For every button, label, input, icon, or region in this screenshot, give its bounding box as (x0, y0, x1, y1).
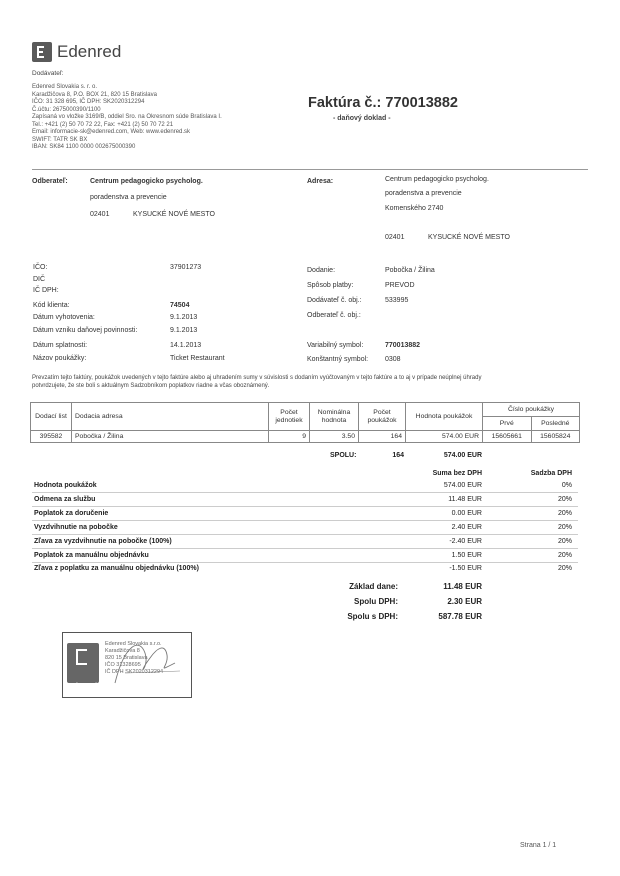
summary-value: 2.40 EUR (451, 524, 482, 531)
company-stamp (62, 632, 192, 698)
table-total-label: SPOLU: (330, 452, 357, 459)
col-header-last: Posledné (531, 417, 580, 431)
buyer-city: KYSUCKÉ NOVÉ MESTO (133, 211, 215, 218)
page-number: Strana 1 / 1 (520, 842, 557, 849)
detail-value-ico: 37901273 (170, 264, 202, 271)
address-label: Adresa: (307, 178, 334, 185)
stamp-text: Edenred Slovakia s.r.o. Karadžičova 8 820 15 Bratislava IČO 31328695 IČ DPH SK2020312294 (105, 641, 164, 675)
detail-value-supplier-order: 533995 (385, 297, 409, 304)
summary-rate: 20% (557, 510, 572, 517)
summary-rate: 20% (557, 524, 572, 531)
detail-label-icdph: IČ DPH: (33, 287, 59, 294)
cell-nominal: 3.50 (310, 431, 359, 443)
supplier-line: Karadžičova 8, P.O. BOX 21, 820 15 Bratislava (32, 91, 157, 98)
supplier-line: SWIFT: TATR SK BX (32, 136, 88, 143)
invoice-title (308, 95, 458, 111)
total-with-vat-value: 587.78 EUR (438, 612, 482, 621)
items-table (30, 402, 580, 443)
supplier-line: Email: informacie-sk@edenred.com, Web: www.edenred.sk (32, 129, 191, 135)
summary-divider (32, 562, 578, 563)
summary-value: -1.50 EUR (449, 565, 482, 572)
summary-rate: 20% (557, 538, 572, 545)
summary-divider (32, 492, 578, 493)
address-city: KYSUCKÉ NOVÉ MESTO (428, 234, 510, 241)
detail-label-constant-symbol: Konštantný symbol: (307, 356, 369, 363)
col-header-count: Počet poukážok (359, 403, 406, 431)
detail-value-payment: PREVOD (385, 282, 415, 289)
detail-value-delivery: Pobočka / Žilina (385, 267, 435, 274)
col-header-units: Počet jednotiek (269, 403, 310, 431)
total-base-value: 11.48 EUR (443, 582, 482, 591)
summary-col-value: Suma bez DPH (432, 470, 482, 477)
detail-label-due-date: Dátum splatnosti: (33, 342, 88, 349)
summary-divider (32, 548, 578, 549)
col-header-value: Hodnota poukážok (406, 403, 483, 431)
cell-last: 15605824 (531, 431, 580, 443)
total-with-vat-label: Spolu s DPH: (347, 612, 398, 621)
cell-list: 395582 (31, 431, 72, 443)
summary-divider (32, 534, 578, 535)
cell-units: 9 (269, 431, 310, 443)
detail-label-voucher-name: Názov poukážky: (33, 355, 87, 362)
summary-rate: 0% (561, 482, 572, 489)
total-base-label: Základ dane: (349, 582, 398, 591)
total-vat-label: Spolu DPH: (354, 597, 398, 606)
notice-text (32, 374, 481, 390)
logo-text: Edenred (57, 42, 122, 61)
cell-address: Pobočka / Žilina (72, 431, 269, 443)
col-header-nominal: Nominálna hodnota (310, 403, 359, 431)
stamp-logo-text: Edenred (69, 683, 98, 690)
edenred-logo (32, 42, 121, 62)
summary-label: Poplatok za doručenie (34, 510, 109, 517)
summary-value: 0.00 EUR (451, 510, 482, 517)
cell-value: 574.00 EUR (406, 431, 483, 443)
supplier-block (32, 84, 222, 152)
invoice-subtitle: - daňový doklad - (333, 115, 391, 122)
col-header-voucher-no: Číslo poukážky (483, 403, 580, 417)
summary-rate: 20% (557, 552, 572, 559)
summary-label: Zľava z poplatku za manuálnu objednávku (100%) (34, 565, 199, 572)
detail-label-payment: Spôsob platby: (307, 282, 354, 289)
summary-value: -2.40 EUR (449, 538, 482, 545)
summary-label: Poplatok za manuálnu objednávku (34, 552, 149, 559)
supplier-line: Edenred Slovakia s. r. o. (32, 84, 98, 90)
summary-value: 1.50 EUR (451, 552, 482, 559)
supplier-label: Dodávateľ: (32, 70, 64, 77)
total-vat-value: 2.30 EUR (447, 597, 482, 606)
notice-line: potvrdzujete, že ste boli s aktuálnym Sadzobníkom poplatkov riadne a včas oboznámený. (32, 383, 270, 389)
edenred-logo-icon (32, 42, 52, 62)
supplier-line: IBAN: SK84 1100 0000 002675000390 (32, 144, 136, 150)
divider (32, 169, 588, 170)
detail-value-client-code: 74504 (170, 302, 190, 309)
buyer-zip: 02401 (90, 211, 110, 218)
detail-label-tax-date: Dátum vzniku daňovej povinnosti: (33, 327, 138, 334)
supplier-line: IČO: 31 328 695, IČ DPH: SK2020312294 (32, 99, 145, 105)
detail-label-dic: DIČ (33, 276, 46, 283)
detail-value-issue-date: 9.1.2013 (170, 314, 198, 321)
summary-divider (32, 506, 578, 507)
cell-count: 164 (359, 431, 406, 443)
address-zip: 02401 (385, 234, 405, 241)
detail-label-buyer-order: Odberateľ č. obj.: (307, 312, 361, 319)
buyer-name-2: poradenstva a prevencie (90, 194, 167, 201)
col-header-list: Dodací list (31, 403, 72, 431)
summary-rate: 20% (557, 565, 572, 572)
invoice-title-label: Faktúra č.: (308, 95, 382, 111)
detail-value-voucher-name: Ticket Restaurant (170, 355, 225, 362)
detail-label-delivery: Dodanie: (307, 267, 336, 274)
buyer-name: Centrum pedagogicko psycholog. (90, 178, 203, 185)
table-total-count: 164 (392, 452, 404, 459)
table-row (31, 431, 580, 443)
supplier-line: Č.účtu: 2675000390/1100 (32, 106, 101, 113)
detail-value-due-date: 14.1.2013 (170, 342, 202, 349)
address-line-1: Centrum pedagogicko psycholog. (385, 176, 489, 183)
detail-value-variable-symbol: 770013882 (385, 342, 421, 349)
detail-label-client-code: Kód klienta: (33, 302, 70, 309)
invoice-number: 770013882 (385, 95, 458, 111)
detail-label-variable-symbol: Variabilný symbol: (307, 342, 364, 349)
summary-label: Zľava za vyzdvihnutie na pobočke (100%) (34, 538, 172, 545)
supplier-line: Zapísaná vo vložke 3169/B, oddiel Sro. na Okresnom súde Bratislava I. (32, 114, 222, 120)
address-street: Komenského 2740 (385, 205, 444, 212)
detail-label-supplier-order: Dodávateľ č. obj.: (307, 297, 362, 304)
summary-rate: 20% (557, 496, 572, 503)
detail-value-tax-date: 9.1.2013 (170, 327, 198, 334)
col-header-address: Dodacia adresa (72, 403, 269, 431)
supplier-line: Tel.: +421 (2) 50 70 72 22, Fax: +421 (2) 50 70 72 21 (32, 121, 174, 128)
summary-value: 574.00 EUR (443, 482, 482, 489)
summary-label: Vyzdvihnutie na pobočke (34, 524, 118, 531)
buyer-label: Odberateľ: (32, 178, 68, 185)
signature-icon (95, 633, 195, 693)
summary-value: 11.48 EUR (448, 496, 482, 503)
cell-first: 15605661 (483, 431, 532, 443)
summary-label: Odmena za službu (34, 496, 96, 503)
detail-label-issue-date: Dátum vyhotovenia: (33, 314, 95, 321)
detail-label-ico: IČO: (33, 264, 48, 271)
summary-label: Hodnota poukážok (34, 482, 97, 489)
detail-value-constant-symbol: 0308 (385, 356, 401, 363)
table-total-value: 574.00 EUR (443, 452, 482, 459)
address-line-2: poradenstva a prevencie (385, 190, 462, 197)
col-header-first: Prvé (483, 417, 532, 431)
notice-line: Prevzatím tejto faktúry, poukážok uvedených v tejto faktúre alebo aj uhradením sumy v súvislosti s dodaním vyúčtovaným v tejto faktúre a to aj v prípade neúplnej úhrady (32, 375, 482, 381)
summary-col-rate: Sadzba DPH (530, 470, 572, 477)
summary-divider (32, 520, 578, 521)
